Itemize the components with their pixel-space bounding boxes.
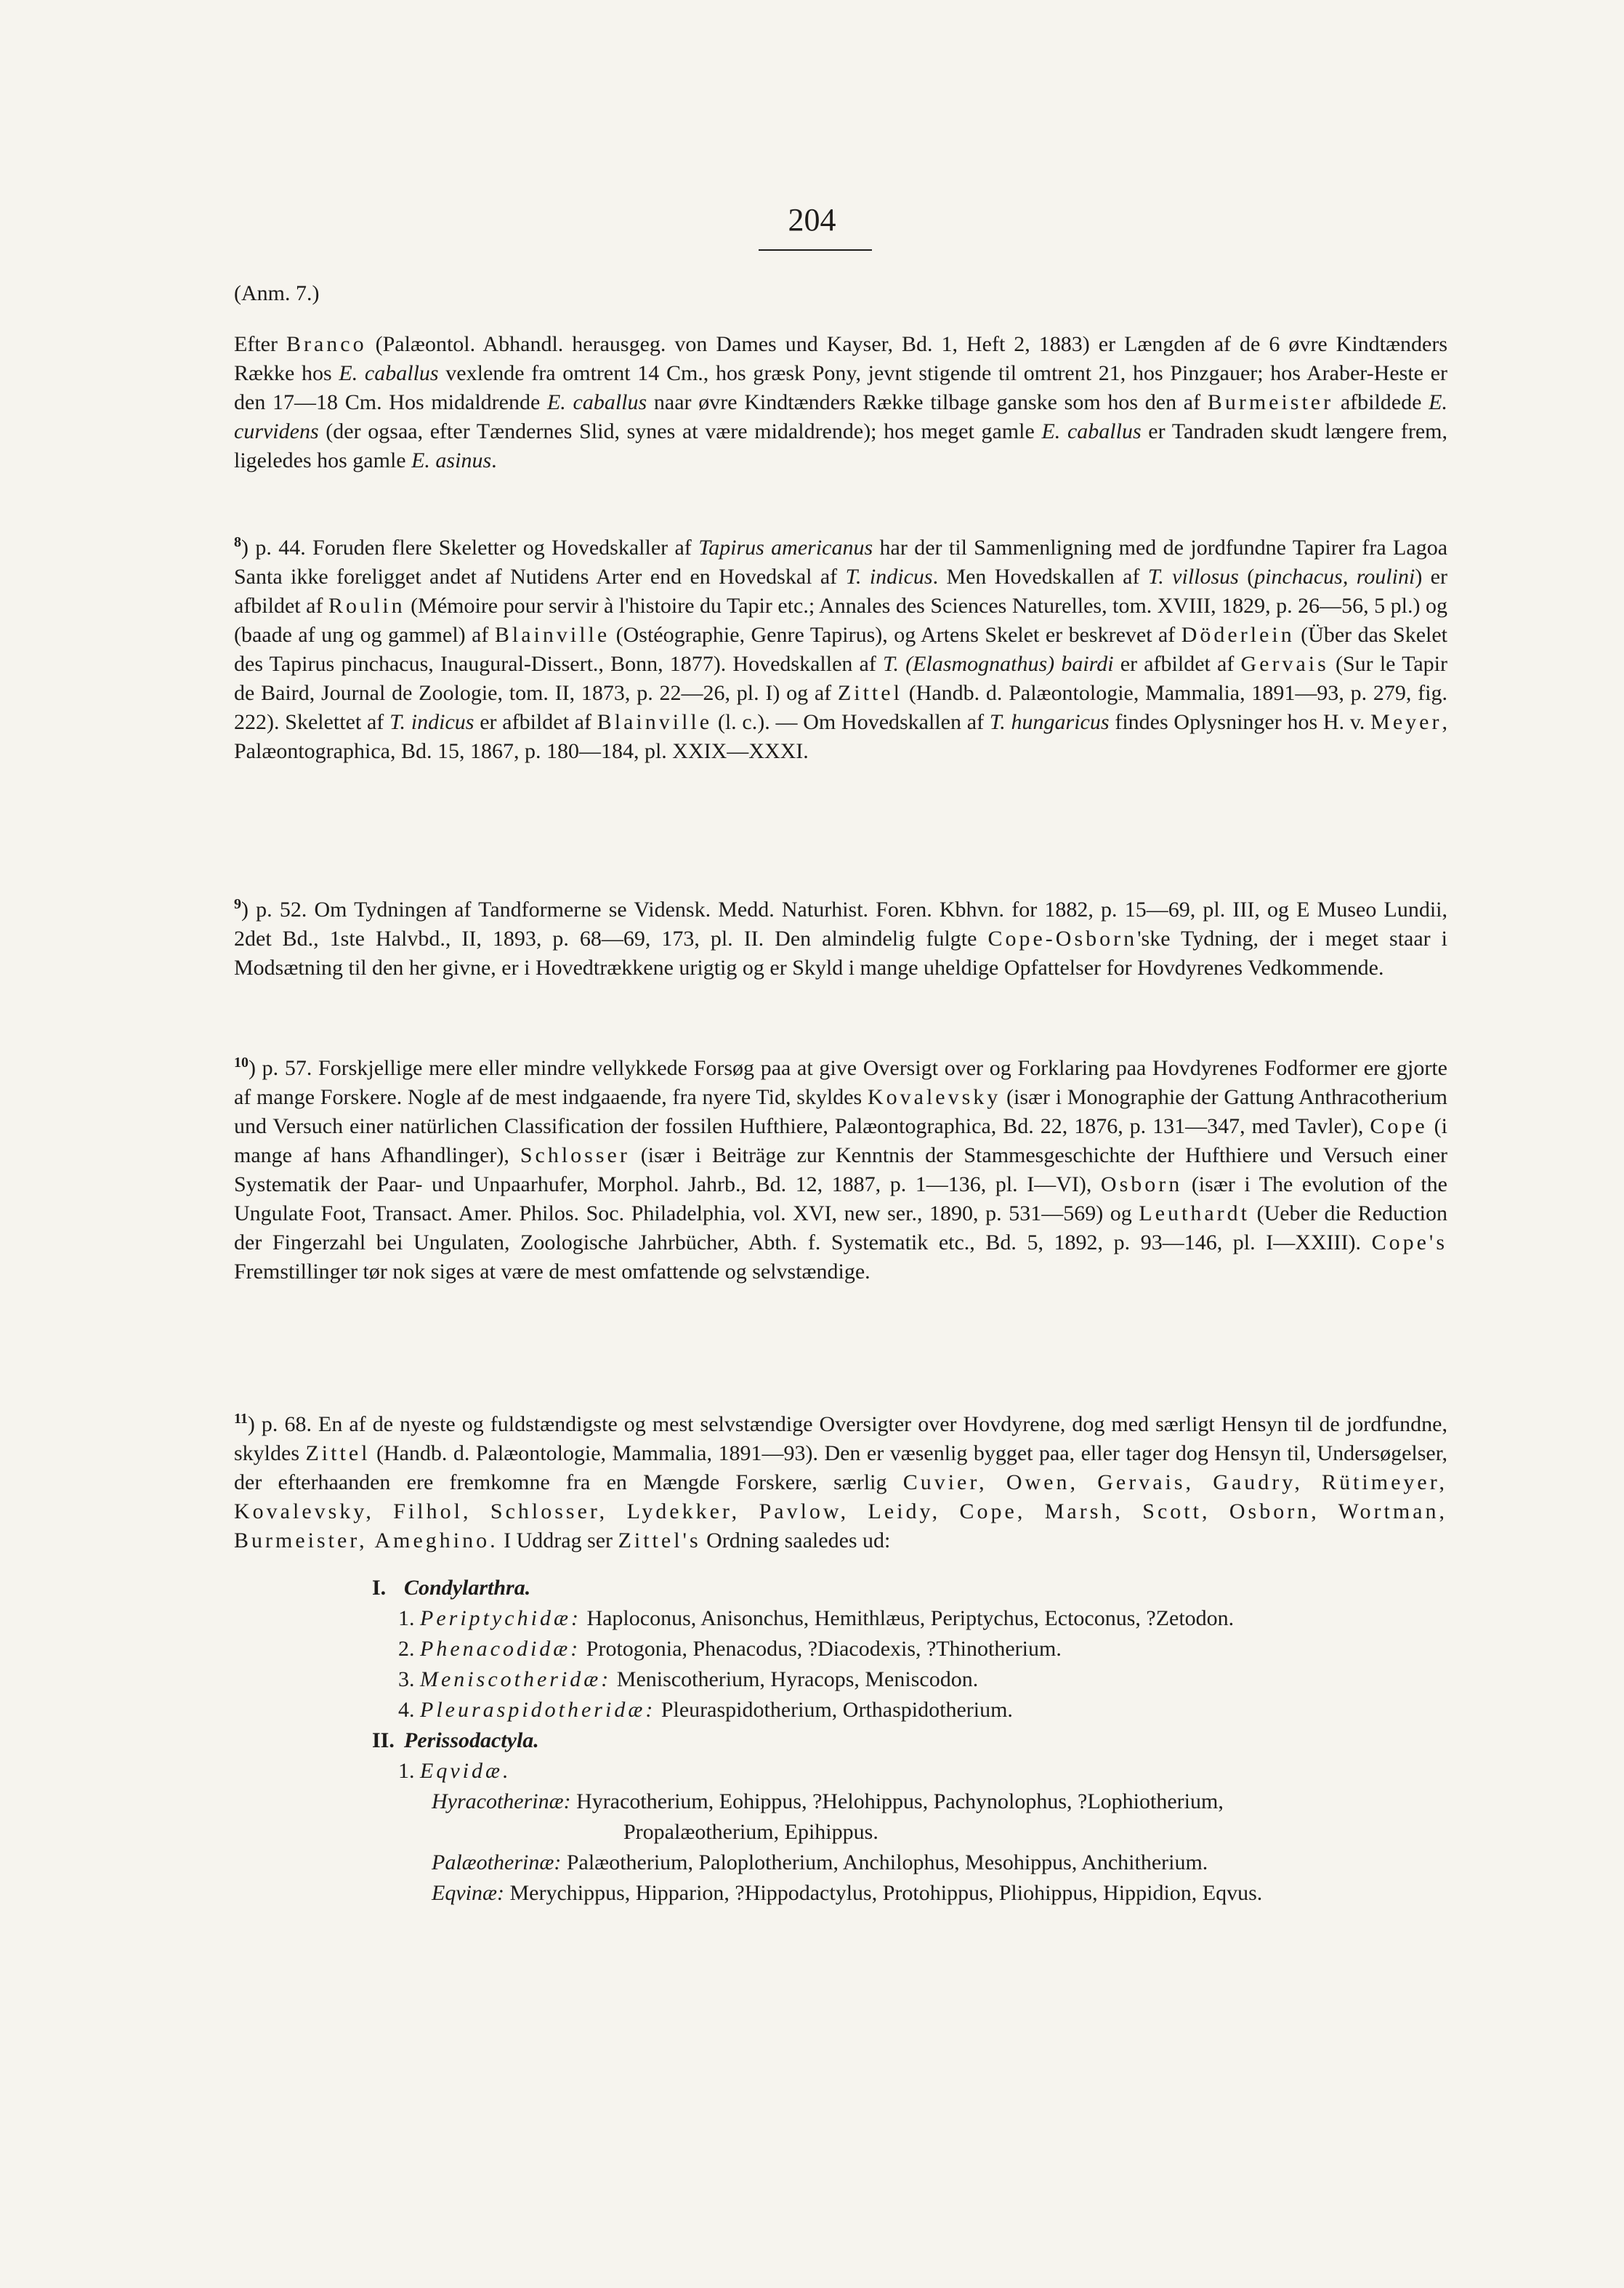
note-10 xyxy=(234,1032,1447,1308)
family-row: 3. Meniscotheridæ: Meniscotherium, Hyracops, Meniscodon. xyxy=(398,1667,979,1691)
note-11 xyxy=(234,1388,1447,1577)
note-9-body: $^9$) p. 52. Om Tydningen af Tandformerne se Vidensk. Medd. Naturhist. Foren. Kbhvn. for 1882, p. 15—69, pl. III, og E Museo Lundii, 2det Bd., 1ste Halvbd., II, 1893, p. 68—69, 173, pl. II. Den almindelig fulgte Cope-Osborn'ske Tydning, der i meget staar i Modsætning til den her givne, er i Hovedtrækkene urigtig og er Skyld i mange uheldige Opfattelser for Hovdyrenes Vedkommende. xyxy=(234,896,1447,980)
family-row: 2. Phenacodidæ: Protogonia, Phenacodus, ?Diacodexis, ?Thinotherium. xyxy=(398,1637,1062,1661)
order-2-heading: II. Perissodactyla. xyxy=(372,1728,539,1752)
subfamily-row: Palæotherinæ: Palæotherium, Paloplotherium, Anchilophus, Mesohippus, Anchitherium. xyxy=(432,1850,1208,1874)
note-7 xyxy=(234,257,1447,497)
subfamily-row: Eqvinæ: Merychippus, Hipparion, ?Hippodactylus, Protohippus, Pliohippus, Hippidion, Eqvus. xyxy=(432,1881,1263,1905)
page-number-rule xyxy=(759,249,872,251)
family-row: 4. Pleuraspidotheridæ: Pleuraspidotherium, Orthaspidotherium. xyxy=(398,1698,1013,1722)
note-7-heading: (Anm. 7.) xyxy=(234,281,320,305)
note-9 xyxy=(234,874,1447,1004)
page-number: 204 xyxy=(788,202,836,238)
subfamily-row-continued: Propalæotherium, Epihippus. xyxy=(623,1820,878,1844)
note-10-body: $^{10}$) p. 57. Forskjellige mere eller mindre vellykkede Forsøg paa at give Oversigt over og Forklaring paa Hovdyrenes Fodformer ere gjorte af mange Forskere. Nogle af de mest indgaaende, fra nyere Tid, skyldes Kovalevsky (især i Monographie der Gattung Anthracotherium und Versuch einer natürlichen Classification der fossilen Hufthiere, Palæontographica, Bd. 22, 1876, p. 131—347, med Tavler), Cope (i mange af hans Afhandlinger), Schlosser (især i Beiträge zur Kenntnis der Stammesgeschichte der Hufthiere und Versuch einer Systematik der Paar- und Unpaarhufer, Morphol. Jahrb., Bd. 12, 1887, p. 1—136, pl. I—VI), Osborn (især i The evolution of the Ungulate Foot, Transact. Amer. Philos. Soc. Philadelphia, vol. XVI, new ser., 1890, p. 531—569) og Leuthardt (Ueber die Reduction der Fingerzahl bei Ungulaten, Zoologische Jahrbücher, Abth. f. Systematik etc., Bd. 5, 1892, p. 93—146, pl. I—XXIII). Cope's Fremstillinger tør nok siges at være de mest omfattende og selvstændige. xyxy=(234,1055,1448,1284)
note-7-body: Efter Branco (Palæontol. Abhandl. herausgeg. von Dames und Kayser, Bd. 1, Heft 2, 1883) er Længden af de 6 øvre Kindtænders Række hos E. caballus vexlende fra omtrent 14 Cm., hos græsk Pony, jevnt stigende til omtrent 21, hos Pinzgauer; hos Araber-Heste er den 17—18 Cm. Hos midaldrende E. caballus naar øvre Kindtænders Række tilbage ganske som hos den af Burmeister afbildede E. curvidens (der ogsaa, efter Tændernes Slid, synes at være midaldrende); hos meget gamle E. caballus er Tandraden skudt længere frem, ligeledes hos gamle E. asinus. xyxy=(234,332,1447,472)
note-8 xyxy=(234,512,1447,788)
note-11-body: $^{11}$) p. 68. En af de nyeste og fuldstændigste og mest selvstændige Oversigter over Hovdyrene, dog med særligt Hensyn til de jordfundne, skyldes Zittel (Handb. d. Palæontologie, Mammalia, 1891—93). Den er væsenlig bygget paa, eller tager dog Hensyn til, Undersøgelser, der efterhaanden ere fremkomne fra en Mængde Forskere, særlig Cuvier, Owen, Gervais, Gaudry, Rütimeyer, Kovalevsky, Filhol, Schlosser, Lydekker, Pavlow, Leidy, Cope, Marsh, Scott, Osborn, Wortman, Burmeister, Ameghino. I Uddrag ser Zittel's Ordning saaledes ud: xyxy=(234,1411,1447,1552)
family-eqvidae: 1. Eqvidæ. xyxy=(398,1759,512,1783)
family-row: 1. Periptychidæ: Haploconus, Anisonchus, Hemithlæus, Periptychus, Ectoconus, ?Zetodon. xyxy=(398,1606,1235,1630)
subfamily-row: Hyracotherinæ: Hyracotherium, Eohippus, ?Helohippus, Pachynolophus, ?Lophiotherium, xyxy=(432,1789,1224,1813)
order-1-heading: I. Condylarthra. xyxy=(372,1576,531,1600)
note-8-body: $^8$) p. 44. Foruden flere Skeletter og Hovedskaller af Tapirus americanus har der til Sammenligning med de jordfundne Tapirer fra Lagoa Santa ikke foreligget andet af Nutidens Arter end en Hovedskal af T. indicus. Men Hovedskallen af T. villosus (pinchacus, roulini) er afbildet af Roulin (Mémoire pour servir à l'histoire du Tapir etc.; Annales des Sciences Naturelles, tom. XVIII, 1829, p. 26—56, 5 pl.) og (baade af ung og gammel) af Blainville (Ostéographie, Genre Tapirus), og Artens Skelet er beskrevet af Döderlein (Über das Skelet des Tapirus pinchacus, Inaugural-Dissert., Bonn, 1877). Hovedskallen af T. (Elasmognathus) bairdi er afbildet af Gervais (Sur le Tapir de Baird, Journal de Zoologie, tom. II, 1873, p. 22—26, pl. I) og af Zittel (Handb. d. Palæontologie, Mammalia, 1891—93, p. 279, fig. 222). Skelettet af T. indicus er afbildet af Blainville (l. c.). — Om Hovedskallen af T. hungaricus findes Oplysninger hos H. v. Meyer, Palæontographica, Bd. 15, 1867, p. 180—184, pl. XXIX—XXXI. xyxy=(234,534,1448,763)
